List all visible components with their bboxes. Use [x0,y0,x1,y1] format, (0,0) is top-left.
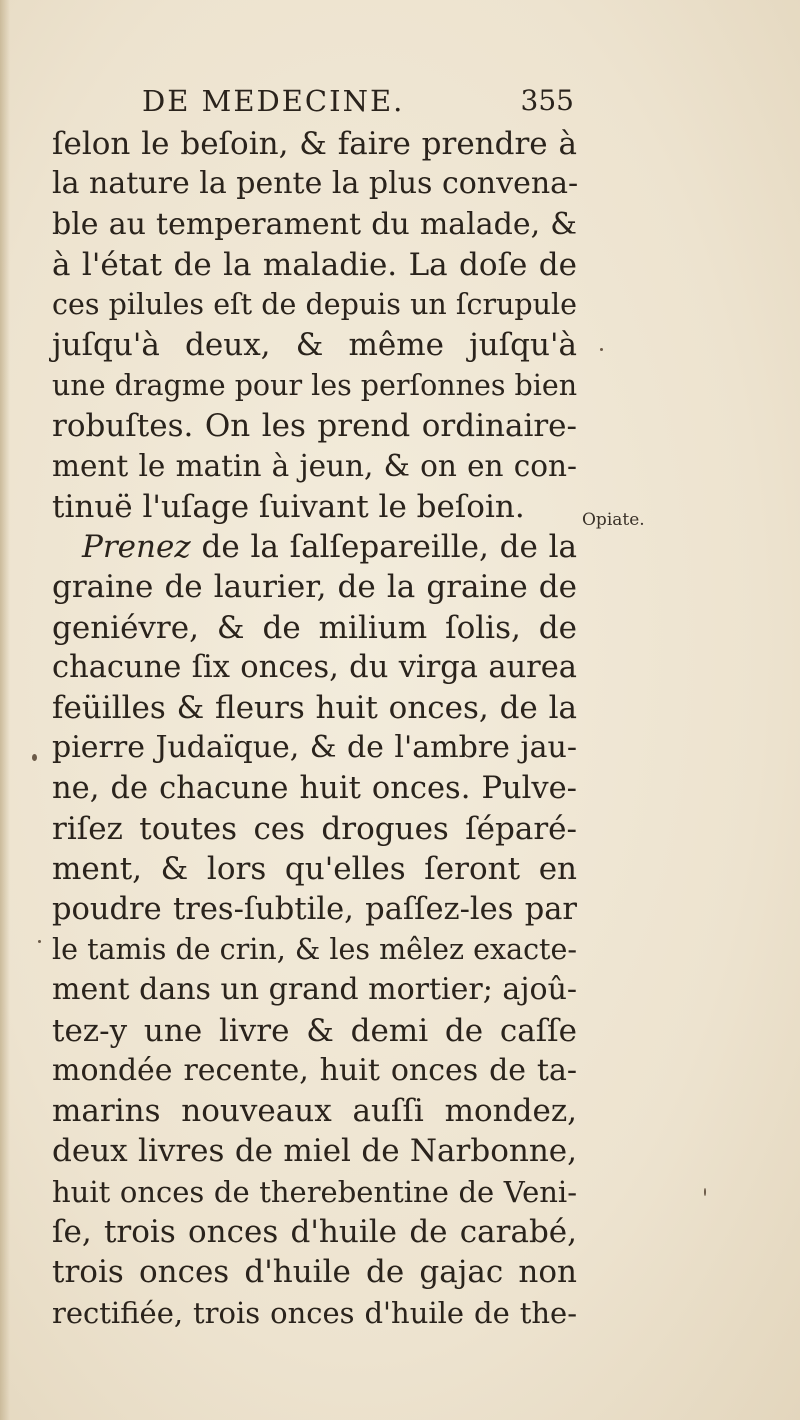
text-line: à l'état de la maladie. La doſe de [52,246,577,283]
ink-speck [600,348,603,351]
text-line: ment dans un grand mortier; ajoû- [52,972,578,1008]
text-line: riſez toutes ces drogues ſéparé- [52,811,577,848]
text-line: ment, & lors qu'elles ſeront en [52,851,577,888]
text-line: ſe, trois onces d'huile de carabé, [52,1214,577,1251]
ink-speck [38,940,41,943]
text-line: marins nouveaux auſſi mondez, [52,1093,577,1130]
text-line: ble au temperament du malade, & [52,206,577,242]
text-line: poudre tres-ſubtile, paſſez-les par [52,891,577,927]
text-line: graine de laurier, de la graine de [52,569,577,606]
text-line: mondée recente, huit onces de ta- [52,1052,577,1088]
page-header [142,84,574,124]
body-text [52,124,577,1333]
text-line: trois onces d'huile de gajac non [52,1254,577,1291]
text-line: geniévre, & de milium ſolis, de [52,609,577,646]
text-line: la nature la pente la plus convena- [52,166,579,202]
text-line: ces pilules eſt de depuis un ſcrupule [52,288,577,322]
running-head: DE MEDECINE. [142,84,405,118]
text-line: juſqu'à deux, & même juſqu'à [52,327,577,364]
margin-note: Opiate. [582,510,645,530]
text-line: le tamis de crin, & les mêlez exacte- [52,932,577,966]
prenez-word: Prenez [82,528,191,565]
page-number: 355 [520,84,574,117]
text-line: chacune ſix onces, du virga aurea [52,649,577,685]
text-line: feüilles & fleurs huit onces, de la [52,690,577,727]
page-gutter [0,0,10,1420]
text-line: tez-y une livre & demi de caſſe [52,1012,577,1049]
text-line: ſelon le beſoin, & faire prendre à [52,126,577,162]
text-line: tinuë l'uſage ſuivant le beſoin. [52,488,525,525]
text-line: une dragme pour les perſonnes bien [52,368,578,402]
text-line: deux livres de miel de Narbonne, [52,1133,577,1170]
text-line: huit onces de therebentine de Veni- [52,1174,577,1209]
text-line: rectifiée, trois onces d'huile de the- [52,1295,577,1330]
ink-speck [32,754,37,761]
text-line-rest: de la ſalſepareille, de la [201,528,577,565]
text-line: pierre Judaïque, & de l'ambre jau- [52,730,577,766]
text-line: ne, de chacune huit onces. Pulve- [52,770,577,806]
text-line: robuſtes. On les prend ordinaire- [52,408,577,445]
text-line: ment le matin à jeun, & on en con- [52,449,577,484]
recipe-first-line [52,527,577,567]
ink-speck [704,1188,706,1196]
